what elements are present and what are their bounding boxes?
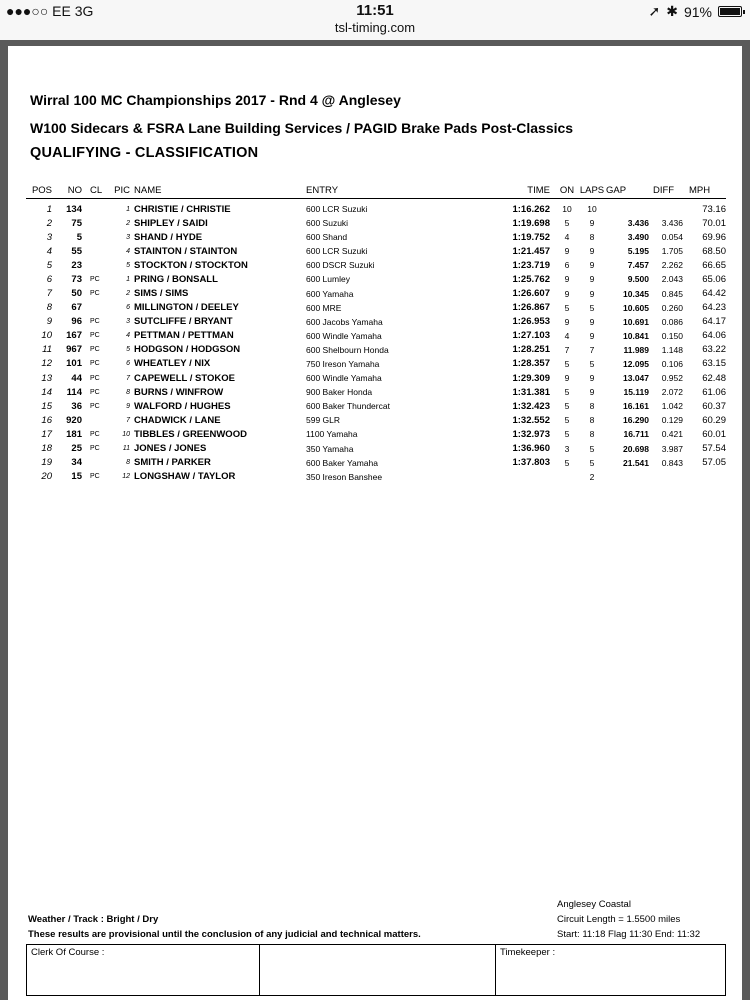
cell-pos: 11 xyxy=(42,344,52,356)
cell-laps: 9 xyxy=(589,260,595,271)
cell-pic: 6 xyxy=(126,360,130,368)
cell-entry: 350 Yamaha xyxy=(306,443,354,454)
cell-name: CHADWICK / LANE xyxy=(134,414,221,426)
cell-name: JONES / JONES xyxy=(134,443,207,455)
signature-blank xyxy=(260,945,496,995)
cell-gap: 16.161 xyxy=(623,401,649,412)
cell-diff: 0.421 xyxy=(661,429,683,440)
cell-cl: PC xyxy=(90,445,100,453)
table-row xyxy=(26,456,726,470)
col-no: NO xyxy=(58,184,88,198)
cell-cl: PC xyxy=(90,360,100,368)
status-bar xyxy=(0,0,750,40)
cell-pic: 10 xyxy=(122,430,130,438)
cell-gap: 16.290 xyxy=(623,415,649,426)
cell-time xyxy=(496,470,556,484)
cell-no: 36 xyxy=(71,400,82,412)
cell-on: 5 xyxy=(564,457,570,468)
cell-diff: 3.436 xyxy=(661,218,683,229)
cell-cl xyxy=(88,244,112,258)
cell-laps: 9 xyxy=(589,373,595,384)
cell-pic: 2 xyxy=(126,219,130,227)
cell-diff: 0.106 xyxy=(661,358,683,369)
cell-name: MILLINGTON / DEELEY xyxy=(134,302,239,314)
cell-cl: PC xyxy=(90,332,100,340)
cell-cl xyxy=(88,230,112,244)
cell-name: WHEATLEY / NIX xyxy=(134,358,211,370)
cell-on: 9 xyxy=(564,373,570,384)
session-title: QUALIFYING - CLASSIFICATION xyxy=(30,145,259,161)
cell-pic: 3 xyxy=(126,318,130,326)
cell-gap: 10.345 xyxy=(623,288,649,299)
col-mph: MPH xyxy=(689,184,726,198)
cell-time: 1:26.867 xyxy=(512,302,550,314)
cell-on: 5 xyxy=(564,415,570,426)
cell-gap: 3.436 xyxy=(627,218,649,229)
cell-pic: 1 xyxy=(126,205,130,213)
cell-cl xyxy=(88,216,112,230)
cell-pos: 4 xyxy=(46,245,52,257)
cell-gap: 12.095 xyxy=(623,358,649,369)
cell-name: SUTCLIFFE / BRYANT xyxy=(134,316,233,328)
table-row xyxy=(26,315,726,329)
cell-pos: 20 xyxy=(41,471,52,483)
cell-entry: 600 Shand xyxy=(306,232,348,243)
table-row xyxy=(26,427,726,441)
cell-on: 3 xyxy=(564,443,570,454)
cell-diff: 0.054 xyxy=(661,232,683,243)
event-title: Wirral 100 MC Championships 2017 - Rnd 4 @ Anglesey xyxy=(30,92,401,108)
cell-pos: 5 xyxy=(46,259,52,271)
cell-entry: 600 Jacobs Yamaha xyxy=(306,316,383,327)
status-clock: 11:51 xyxy=(356,2,394,19)
table-row xyxy=(26,198,726,216)
cell-gap xyxy=(606,470,653,484)
cell-pos: 8 xyxy=(46,302,52,314)
cell-name: HODGSON / HODGSON xyxy=(134,344,241,356)
cell-no: 73 xyxy=(71,273,82,285)
table-row xyxy=(26,301,726,315)
cell-name: WALFORD / HUGHES xyxy=(134,400,231,412)
cell-cl: PC xyxy=(90,374,100,382)
cell-laps: 9 xyxy=(589,274,595,285)
cell-pic: 8 xyxy=(126,388,130,396)
cell-pic: 11 xyxy=(122,445,130,453)
cell-laps: 8 xyxy=(589,429,595,440)
cell-mph: 57.54 xyxy=(702,443,726,455)
cell-mph: 65.06 xyxy=(702,273,726,285)
cell-diff: 1.705 xyxy=(661,246,683,257)
table-row xyxy=(26,258,726,272)
cell-mph: 61.06 xyxy=(702,386,726,398)
cell-gap: 3.490 xyxy=(627,232,649,243)
cell-gap: 9.500 xyxy=(627,274,649,285)
cell-no: 23 xyxy=(71,259,82,271)
cell-laps: 9 xyxy=(589,387,595,398)
table-row xyxy=(26,244,726,258)
table-row xyxy=(26,286,726,300)
session-times: Start: 11:18 Flag 11:30 End: 11:32 xyxy=(557,929,701,940)
results-body xyxy=(26,198,726,484)
cell-on xyxy=(556,470,578,484)
cell-gap: 20.698 xyxy=(623,443,649,454)
cell-on: 9 xyxy=(564,288,570,299)
cell-time: 1:36.960 xyxy=(512,443,550,455)
cell-cl: PC xyxy=(90,402,100,410)
cell-on: 10 xyxy=(562,204,572,215)
cell-gap: 10.605 xyxy=(623,302,649,313)
cell-no: 75 xyxy=(71,217,82,229)
cell-diff: 1.042 xyxy=(661,401,683,412)
cell-laps: 8 xyxy=(589,415,595,426)
table-row xyxy=(26,216,726,230)
cell-no: 967 xyxy=(66,344,82,356)
cell-laps: 7 xyxy=(589,344,595,355)
cell-pos: 2 xyxy=(46,217,52,229)
results-table xyxy=(26,184,726,484)
cell-diff: 2.262 xyxy=(661,260,683,271)
cell-pos: 16 xyxy=(41,414,52,426)
cell-mph: 62.48 xyxy=(702,372,726,384)
cell-cl xyxy=(88,301,112,315)
cell-diff: 3.987 xyxy=(661,443,683,454)
cell-time: 1:32.423 xyxy=(512,400,550,412)
cell-laps: 5 xyxy=(589,457,595,468)
cell-time: 1:28.251 xyxy=(512,344,550,356)
col-cl: CL xyxy=(88,184,112,198)
cell-pos: 18 xyxy=(41,443,52,455)
battery-fill xyxy=(720,8,740,15)
cell-time: 1:23.719 xyxy=(512,259,550,271)
cell-mph: 64.23 xyxy=(702,302,726,314)
status-right xyxy=(649,3,743,20)
cell-pic: 6 xyxy=(126,304,130,312)
cell-pos: 13 xyxy=(41,372,52,384)
cell-laps: 9 xyxy=(589,218,595,229)
cell-time: 1:25.762 xyxy=(512,273,550,285)
cell-entry: 600 Suzuki xyxy=(306,218,349,229)
cell-diff: 2.043 xyxy=(661,274,683,285)
cell-time: 1:32.973 xyxy=(512,428,550,440)
cell-time: 1:16.262 xyxy=(512,203,550,215)
cell-name: BURNS / WINFROW xyxy=(134,386,224,398)
cell-name: STOCKTON / STOCKTON xyxy=(134,259,248,271)
col-pos: POS xyxy=(26,184,58,198)
cell-no: 44 xyxy=(71,372,82,384)
cell-mph: 68.50 xyxy=(702,245,726,257)
cell-mph: 60.01 xyxy=(702,428,726,440)
cell-cl xyxy=(88,198,112,216)
col-gap: GAP xyxy=(606,184,653,198)
weather-track: Weather / Track : Bright / Dry xyxy=(28,914,159,925)
cell-no: 50 xyxy=(71,288,82,300)
cell-gap: 10.691 xyxy=(623,316,649,327)
cell-diff: 0.952 xyxy=(661,373,683,384)
provisional-note: These results are provisional until the conclusion of any judicial and technical matters. xyxy=(28,929,421,940)
cell-laps: 9 xyxy=(589,246,595,257)
col-diff: DIFF xyxy=(653,184,689,198)
cell-time: 1:19.752 xyxy=(512,231,550,243)
cell-gap: 16.711 xyxy=(623,429,649,440)
cell-on: 5 xyxy=(564,387,570,398)
cell-entry: 600 Baker Thundercat xyxy=(306,401,390,412)
address-bar[interactable]: tsl-timing.com xyxy=(334,20,416,35)
battery-icon xyxy=(718,6,742,17)
cell-diff: 0.129 xyxy=(661,415,683,426)
cell-entry: 599 GLR xyxy=(306,415,341,426)
cell-mph: 73.16 xyxy=(702,203,726,215)
col-entry: ENTRY xyxy=(306,184,496,198)
circuit-length: Circuit Length = 1.5500 miles xyxy=(557,914,681,925)
results-document xyxy=(8,46,742,1000)
circuit-name: Anglesey Coastal xyxy=(557,899,631,910)
cell-entry: 1100 Yamaha xyxy=(306,429,358,440)
cell-name: PETTMAN / PETTMAN xyxy=(134,330,234,342)
col-laps: LAPS xyxy=(579,185,605,197)
cell-entry: 900 Baker Honda xyxy=(306,387,373,398)
cell-cl: PC xyxy=(90,430,100,438)
cell-name: CHRISTIE / CHRISTIE xyxy=(134,203,231,215)
cell-pos: 10 xyxy=(41,330,52,342)
battery-percent: 91% xyxy=(683,3,712,20)
cell-mph: 57.05 xyxy=(702,457,726,469)
cell-laps: 5 xyxy=(589,302,595,313)
cell-pos: 1 xyxy=(46,203,52,215)
cell-no: 67 xyxy=(71,302,82,314)
table-row xyxy=(26,385,726,399)
cell-gap xyxy=(606,198,653,216)
cell-cl: PC xyxy=(90,388,100,396)
cell-name: SHIPLEY / SAIDI xyxy=(134,217,208,229)
cell-cl xyxy=(88,413,112,427)
cell-cl: PC xyxy=(90,290,100,298)
cell-laps: 9 xyxy=(589,288,595,299)
cell-pic: 4 xyxy=(126,247,130,255)
cell-no: 34 xyxy=(71,457,82,469)
cell-pic: 3 xyxy=(126,233,130,241)
clerk-of-course-field: Clerk Of Course : xyxy=(27,945,260,995)
cell-diff: 0.845 xyxy=(661,288,683,299)
cell-pos: 14 xyxy=(41,386,52,398)
circuit-info xyxy=(557,897,700,942)
cell-diff: 0.843 xyxy=(661,457,683,468)
cell-name: TIBBLES / GREENWOOD xyxy=(134,428,247,440)
cell-time: 1:37.803 xyxy=(512,457,550,469)
cell-gap: 7.457 xyxy=(627,260,649,271)
cell-no: 101 xyxy=(66,358,82,370)
cell-gap: 11.989 xyxy=(623,344,649,355)
table-row xyxy=(26,399,726,413)
cell-on: 9 xyxy=(564,316,570,327)
cell-mph: 60.37 xyxy=(702,400,726,412)
cell-name: SHAND / HYDE xyxy=(134,231,203,243)
table-row xyxy=(26,470,726,484)
cell-laps: 9 xyxy=(589,330,595,341)
cell-laps: 9 xyxy=(589,316,595,327)
cell-no: 114 xyxy=(66,386,82,398)
cell-pic: 7 xyxy=(126,374,130,382)
cell-gap: 5.195 xyxy=(627,246,649,257)
cell-no: 25 xyxy=(71,443,82,455)
cell-pos: 12 xyxy=(41,358,52,370)
cell-entry: 600 MRE xyxy=(306,302,342,313)
col-name: NAME xyxy=(134,184,306,198)
cell-pic: 5 xyxy=(126,346,130,354)
cell-time: 1:28.357 xyxy=(512,358,550,370)
cell-time: 1:27.103 xyxy=(512,330,550,342)
cell-on: 7 xyxy=(564,344,570,355)
cell-no: 181 xyxy=(66,428,82,440)
table-row xyxy=(26,272,726,286)
col-on: ON xyxy=(556,184,578,198)
cell-on: 5 xyxy=(564,358,570,369)
cell-no: 920 xyxy=(66,414,82,426)
cell-entry: 600 Windle Yamaha xyxy=(306,330,382,341)
table-row xyxy=(26,413,726,427)
cell-gap: 15.119 xyxy=(623,387,649,398)
cell-mph: 64.06 xyxy=(702,330,726,342)
cell-mph: 70.01 xyxy=(702,217,726,229)
col-pic: PIC xyxy=(112,184,134,198)
cell-time: 1:29.309 xyxy=(512,372,550,384)
cell-cl xyxy=(88,258,112,272)
cell-time: 1:26.607 xyxy=(512,288,550,300)
cell-gap: 21.541 xyxy=(623,457,649,468)
cell-on: 5 xyxy=(564,429,570,440)
cell-no: 15 xyxy=(71,471,82,483)
cell-on: 4 xyxy=(564,232,570,243)
cell-no: 134 xyxy=(66,203,82,215)
cell-time: 1:32.552 xyxy=(512,414,550,426)
table-row xyxy=(26,442,726,456)
cell-pic: 12 xyxy=(122,473,130,481)
cell-laps: 8 xyxy=(589,232,595,243)
col-time: TIME xyxy=(496,184,556,198)
cell-time: 1:19.698 xyxy=(512,217,550,229)
cell-diff: 2.072 xyxy=(661,387,683,398)
cell-pic: 2 xyxy=(126,290,130,298)
cell-entry: 600 LCR Suzuki xyxy=(306,246,368,257)
cell-diff: 0.150 xyxy=(661,330,683,341)
cell-name: SIMS / SIMS xyxy=(134,288,189,300)
cell-diff xyxy=(653,470,689,484)
cell-cl xyxy=(88,456,112,470)
cell-cl: PC xyxy=(90,346,100,354)
class-subtitle: W100 Sidecars & FSRA Lane Building Services / PAGID Brake Pads Post-Classics xyxy=(30,120,574,136)
cell-laps: 8 xyxy=(589,401,595,412)
cell-pic: 7 xyxy=(126,416,130,424)
cell-diff: 0.260 xyxy=(661,302,683,313)
cell-cl: PC xyxy=(90,318,100,326)
cell-pos: 3 xyxy=(46,231,52,243)
cell-on: 6 xyxy=(564,260,570,271)
signature-box xyxy=(26,944,726,996)
cell-laps: 5 xyxy=(589,443,595,454)
cell-pic: 9 xyxy=(126,402,130,410)
cell-time: 1:31.381 xyxy=(512,386,550,398)
table-row xyxy=(26,343,726,357)
cell-pic: 1 xyxy=(126,275,130,283)
cell-on: 5 xyxy=(564,302,570,313)
carrier-signal: ●●●○○ EE 3G xyxy=(6,3,94,19)
table-row xyxy=(26,230,726,244)
bluetooth-icon: ✱ xyxy=(666,3,678,19)
cell-pos: 17 xyxy=(41,428,52,440)
cell-no: 96 xyxy=(71,316,82,328)
cell-gap: 10.841 xyxy=(623,330,649,341)
cell-on: 9 xyxy=(564,246,570,257)
cell-mph xyxy=(689,470,726,484)
cell-entry: 600 DSCR Suzuki xyxy=(306,260,375,271)
cell-entry: 600 Yamaha xyxy=(306,288,354,299)
cell-laps: 2 xyxy=(589,471,595,482)
cell-name: SMITH / PARKER xyxy=(134,457,211,469)
cell-entry: 600 Baker Yamaha xyxy=(306,457,378,468)
cell-time: 1:26.953 xyxy=(512,316,550,328)
cell-on: 4 xyxy=(564,330,570,341)
cell-mph: 64.42 xyxy=(702,288,726,300)
cell-entry: 750 Ireson Yamaha xyxy=(306,358,380,369)
cell-mph: 64.17 xyxy=(702,316,726,328)
cell-name: LONGSHAW / TAYLOR xyxy=(134,471,236,483)
cell-entry: 600 LCR Suzuki xyxy=(306,204,368,215)
cell-pos: 19 xyxy=(41,457,52,469)
cell-mph: 66.65 xyxy=(702,259,726,271)
cell-on: 5 xyxy=(564,401,570,412)
table-header xyxy=(26,184,726,198)
cell-name: STAINTON / STAINTON xyxy=(134,245,238,257)
cell-pos: 15 xyxy=(41,400,52,412)
cell-cl: PC xyxy=(90,275,100,283)
cell-pos: 9 xyxy=(46,316,52,328)
table-row xyxy=(26,371,726,385)
cell-mph: 63.22 xyxy=(702,344,726,356)
cell-pic: 4 xyxy=(126,332,130,340)
timekeeper-field: Timekeeper : xyxy=(500,947,556,958)
cell-entry: 350 Ireson Banshee xyxy=(306,471,383,482)
cell-time: 1:21.457 xyxy=(512,245,550,257)
cell-gap: 13.047 xyxy=(623,373,649,384)
cell-mph: 60.29 xyxy=(702,414,726,426)
cell-pic: 5 xyxy=(126,261,130,269)
location-icon: ➚ xyxy=(648,3,661,19)
cell-on: 9 xyxy=(564,274,570,285)
cell-pic: 8 xyxy=(126,459,130,467)
cell-cl: PC xyxy=(90,473,100,481)
cell-laps: 5 xyxy=(589,358,595,369)
cell-diff: 1.148 xyxy=(661,344,683,355)
table-row xyxy=(26,357,726,371)
cell-diff: 0.086 xyxy=(661,316,683,327)
cell-on: 5 xyxy=(564,218,570,229)
cell-diff xyxy=(653,198,689,216)
cell-no: 5 xyxy=(76,231,82,243)
cell-no: 55 xyxy=(71,245,82,257)
cell-pos: 7 xyxy=(46,288,52,300)
cell-no: 167 xyxy=(66,330,82,342)
cell-mph: 63.15 xyxy=(702,358,726,370)
cell-name: PRING / BONSALL xyxy=(134,273,218,285)
cell-mph: 69.96 xyxy=(702,231,726,243)
cell-pos: 6 xyxy=(46,273,52,285)
cell-entry: 600 Shelbourn Honda xyxy=(306,344,389,355)
cell-laps: 10 xyxy=(587,204,597,215)
table-row xyxy=(26,329,726,343)
cell-entry: 600 Lumley xyxy=(306,274,350,285)
cell-entry: 600 Windle Yamaha xyxy=(306,373,382,384)
cell-name: CAPEWELL / STOKOE xyxy=(134,372,235,384)
